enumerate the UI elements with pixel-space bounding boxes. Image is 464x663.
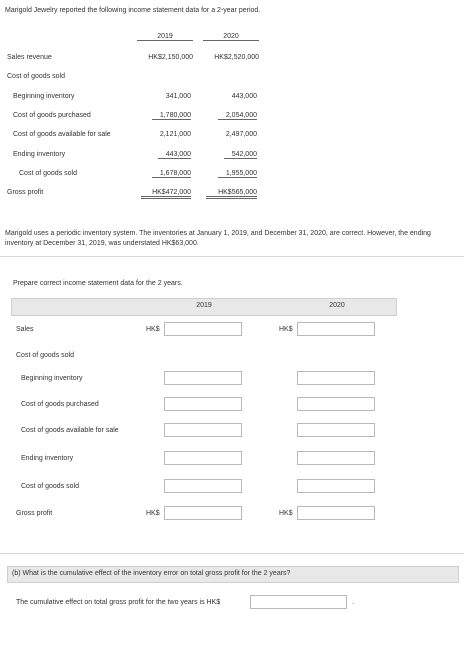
currency-label: HK$ — [146, 510, 160, 517]
value-2020: 2,054,000 — [218, 112, 257, 120]
value-2020: HK$565,000 — [206, 189, 257, 199]
label-cost-of-goods-sold-total: Cost of goods sold — [19, 170, 77, 177]
value-2020: 2,497,000 — [225, 131, 257, 138]
label-sales-revenue: Sales revenue — [7, 54, 52, 61]
cogs-2019-input[interactable] — [164, 479, 242, 493]
problem-note: Marigold uses a periodic inventory system. The inventories at January 1, 2019, and December 31, 2020, are correct. However, the ending inventory at December 31, 2019, was understated HK$63,000. — [5, 230, 431, 247]
form-label-cost-of-goods-sold: Cost of goods sold — [21, 483, 79, 490]
partb-question: (b) What is the cumulative effect of the inventory error on total gross profit for the 2 years? — [12, 570, 291, 577]
label-gross-profit: Gross profit — [7, 189, 44, 196]
form-year-2020-header: 2020 — [329, 302, 345, 309]
gross-profit-2020-input[interactable] — [297, 506, 375, 520]
form-label-cogs-heading: Cost of goods sold — [16, 352, 74, 359]
currency-label: HK$ — [279, 326, 293, 333]
value-2020: HK$2,520,000 — [214, 54, 259, 61]
form-label-ending-inventory: Ending inventory — [21, 455, 74, 462]
purchases-2019-input[interactable] — [164, 397, 242, 411]
label-cost-of-goods-purchased: Cost of goods purchased — [13, 112, 91, 119]
partb-answer-suffix: . — [352, 599, 354, 606]
value-2019: 2,121,000 — [159, 131, 191, 138]
value-2020: 443,000 — [231, 93, 257, 100]
year-2020-header: 2020 — [203, 33, 259, 41]
form-label-cost-of-goods-available: Cost of goods available for sale — [21, 427, 119, 434]
label-ending-inventory: Ending inventory — [13, 151, 66, 158]
goods-available-2019-input[interactable] — [164, 423, 242, 437]
purchases-2020-input[interactable] — [297, 397, 375, 411]
cogs-2020-input[interactable] — [297, 479, 375, 493]
value-2019: 443,000 — [158, 151, 191, 159]
label-beginning-inventory: Beginning inventory — [13, 93, 75, 100]
form-label-cost-of-goods-purchased: Cost of goods purchased — [21, 401, 99, 408]
value-2020: 1,955,000 — [218, 170, 257, 178]
form-label-sales: Sales — [16, 326, 34, 333]
section-divider — [0, 553, 464, 554]
beginning-inventory-2020-input[interactable] — [297, 371, 375, 385]
sales-2019-input[interactable] — [164, 322, 242, 336]
value-2019: 341,000 — [165, 93, 191, 100]
beginning-inventory-2019-input[interactable] — [164, 371, 242, 385]
form-label-beginning-inventory: Beginning inventory — [21, 375, 83, 382]
section-divider — [0, 256, 464, 257]
value-2019: HK$472,000 — [141, 189, 191, 199]
value-2019: HK$2,150,000 — [148, 54, 193, 61]
ending-inventory-2020-input[interactable] — [297, 451, 375, 465]
gross-profit-2019-input[interactable] — [164, 506, 242, 520]
currency-label: HK$ — [146, 326, 160, 333]
intro-text: Marigold Jewelry reported the following income statement data for a 2-year period. — [5, 7, 261, 14]
label-cost-of-goods-sold: Cost of goods sold — [7, 73, 65, 80]
currency-label: HK$ — [279, 510, 293, 517]
form-label-gross-profit: Gross profit — [16, 510, 53, 517]
form-year-2019-header: 2019 — [196, 302, 212, 309]
partb-answer-label: The cumulative effect on total gross profit for the two years is HK$ — [16, 599, 221, 606]
value-2020: 542,000 — [224, 151, 257, 159]
ending-inventory-2019-input[interactable] — [164, 451, 242, 465]
goods-available-2020-input[interactable] — [297, 423, 375, 437]
year-2019-header: 2019 — [137, 33, 193, 41]
value-2019: 1,780,000 — [152, 112, 191, 120]
sales-2020-input[interactable] — [297, 322, 375, 336]
label-cost-of-goods-available: Cost of goods available for sale — [13, 131, 111, 138]
value-2019: 1,678,000 — [152, 170, 191, 178]
cumulative-effect-input[interactable] — [250, 595, 347, 609]
prepare-instruction: Prepare correct income statement data for the 2 years. — [13, 280, 183, 287]
